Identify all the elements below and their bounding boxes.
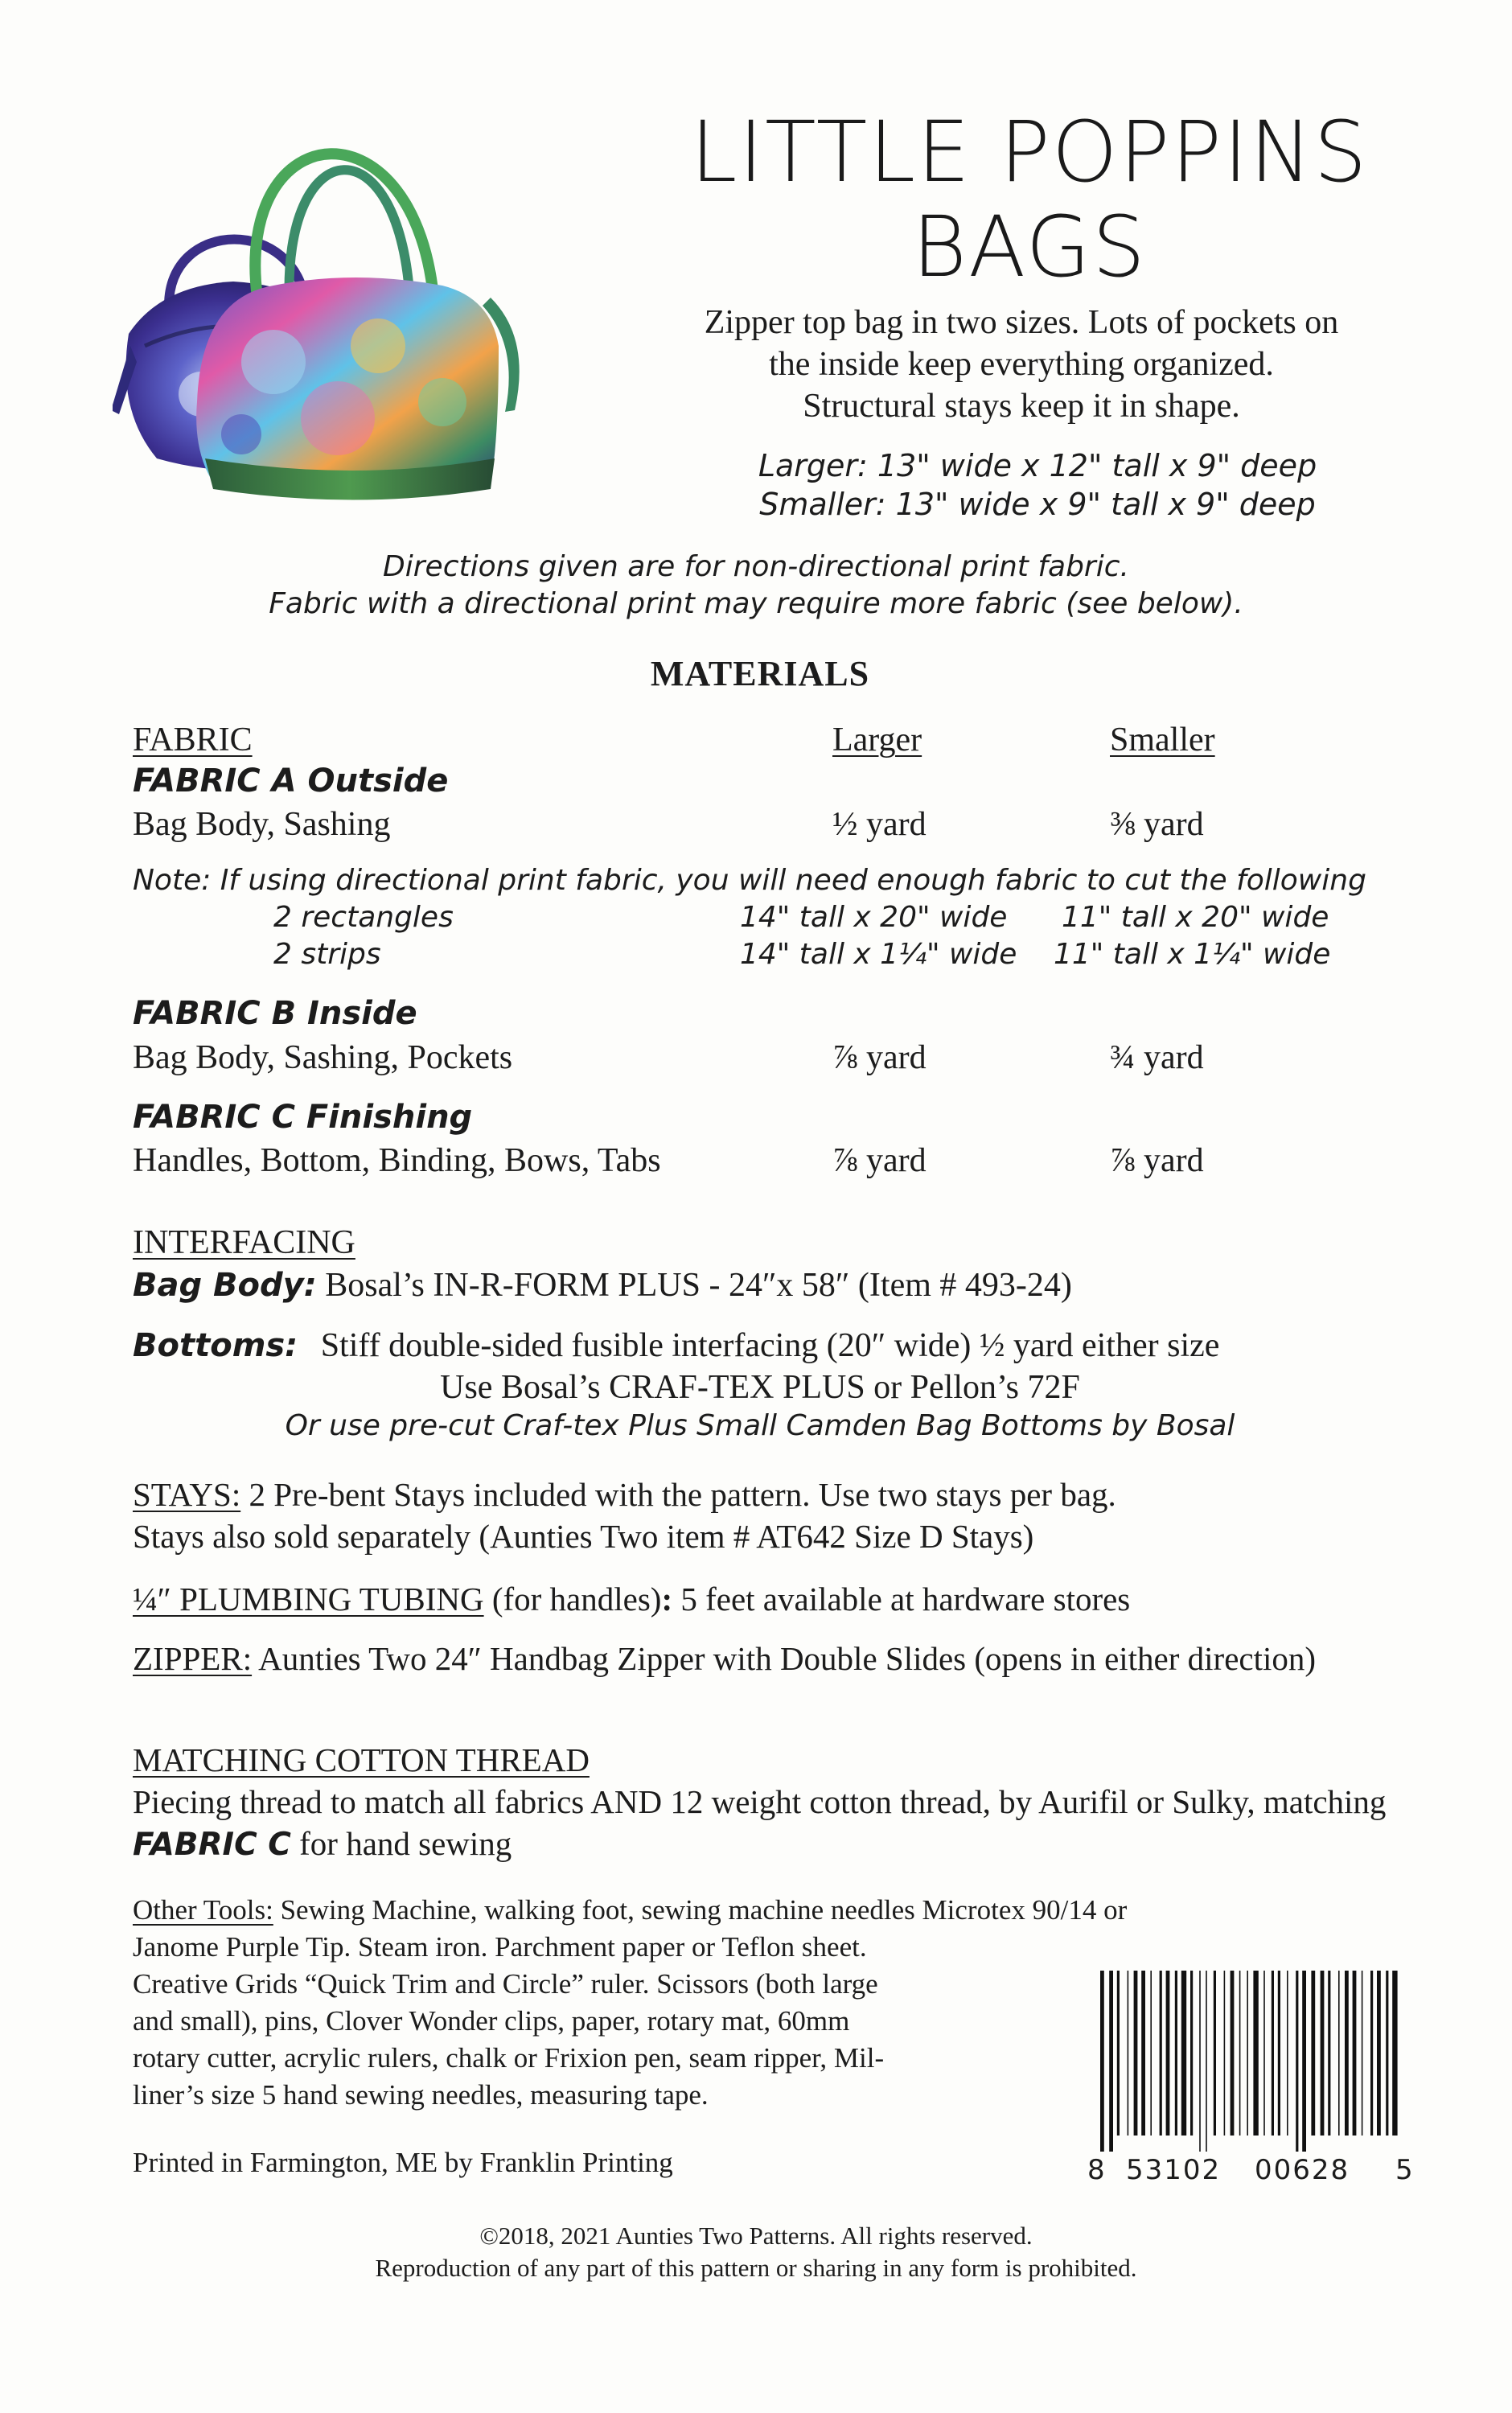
note-row-2-smaller: 11" tall x 1¼" wide [1054,938,1331,971]
barcode-bar [1263,1971,1265,2136]
barcode-bar [1134,1971,1138,2136]
barcode-bar [1362,1971,1363,2136]
bag-dimensions [708,446,1367,524]
printed-by: Printed in Farmington, ME by Franklin Printing [133,2147,673,2178]
tools-label: Other Tools: [133,1894,273,1926]
bottoms-line-3: Or use pre-cut Craf-tex Plus Small Camden Bag Bottoms by Bosal [285,1409,1235,1442]
note-row-1-larger: 14" tall x 20" wide [740,901,1008,934]
barcode-bar [1392,1971,1397,2136]
barcode-bar [1345,1971,1349,2136]
note-row-1-smaller: 11" tall x 20" wide [1062,901,1329,934]
fabric-c-title: FABRIC C Finishing [133,1099,473,1136]
barcode-bar [1117,1971,1120,2136]
directions-line-2: Fabric with a directional print may require more fabric (see below). [269,587,1243,620]
barcode-bar [1166,1971,1170,2136]
barcode-group-1: 53102 [1126,2154,1222,2186]
intro-line-1: Zipper top bag in two sizes. Lots of pockets on [704,304,1339,341]
fabric-a-larger: ½ yard [832,806,927,843]
intro-line-3: Structural stays keep it in shape. [803,388,1240,425]
fabric-heading: FABRIC [133,721,253,758]
zipper-section [133,1638,1387,1679]
tools-line-5: rotary cutter, acrylic rulers, chalk or Frixion pen, seam ripper, Mil- [133,2042,885,2074]
barcode-bar [1338,1971,1340,2136]
dimensions-smaller: Smaller: 13" wide x 9" tall x 9" deep [759,487,1316,522]
barcode-bar [1328,1971,1330,2136]
barcode-group-2: 00628 [1255,2154,1350,2186]
thread-text-after: for hand sewing [299,1825,512,1862]
barcode-bar [1224,1971,1226,2136]
tubing-section: ¼″ PLUMBING TUBING (for handles): 5 feet available at hardware stores [133,1581,1131,1618]
thread-heading: MATCHING COTTON THREAD [133,1741,590,1778]
interfacing-bottoms [133,1326,1219,1366]
fabric-b-smaller: ¾ yard [1110,1039,1204,1076]
barcode-bar [1239,1971,1241,2136]
interfacing-bag-body [133,1265,1072,1305]
barcode [1086,1971,1415,2204]
note-row-2-item: 2 strips [273,938,381,971]
note-row-1-item: 2 rectangles [273,901,454,934]
interfacing-heading: INTERFACING [133,1224,355,1261]
fabric-b-desc: Bag Body, Sashing, Pockets [133,1039,513,1076]
fabric-a-smaller: ⅜ yard [1110,806,1204,843]
tools-line-2: Janome Purple Tip. Steam iron. Parchment paper or Teflon sheet. [133,1931,867,1963]
title-line-1: LITTLE POPPINS [690,103,1369,201]
page-title [684,105,1375,294]
barcode-bar [1231,1971,1235,2136]
tubing-qualifier: (for handles) [491,1581,662,1618]
intro-text [635,302,1407,427]
barcode-bar [1206,1971,1207,2152]
directions-note [145,549,1367,623]
stays-text: 2 Pre-bent Stays included with the pattern. Use two stays per bag. [249,1476,1116,1513]
barcode-bar [1181,1971,1186,2136]
copyright-footer [145,2220,1367,2284]
barcode-bar [1160,1971,1162,2136]
bag-body-text: Bosal’s IN-R-FORM PLUS - 24″x 58″ (Item # 493-24) [325,1267,1072,1304]
tools-line-3: Creative Grids “Quick Trim and Circle” ruler. Scissors (both large [133,1968,878,2000]
bottoms-text: Stiff double-sided fusible interfacing (20″ wide) ½ yard either size [320,1327,1220,1364]
stays-line-2: Stays also sold separately (Aunties Two item # AT642 Size D Stays) [133,1518,1034,1555]
barcode-bar [1272,1971,1274,2136]
barcode-bar [1287,1971,1288,2136]
fabric-c-smaller: ⅞ yard [1110,1142,1204,1179]
tubing-text: 5 feet available at hardware stores [680,1581,1131,1618]
barcode-bar [1175,1971,1177,2136]
barcode-bar [1109,1971,1113,2152]
barcode-bar [1311,1971,1315,2136]
barcode-bar [1247,1971,1248,2136]
barcode-left-digit: 8 [1087,2154,1107,2186]
directions-line-1: Directions given are for non-directional print fabric. [383,550,1129,583]
barcode-bar [1321,1971,1325,2136]
fabric-a-desc: Bag Body, Sashing [133,806,391,843]
footer-line-2: Reproduction of any part of this pattern or sharing in any form is prohibited. [375,2254,1137,2282]
footer-line-1: ©2018, 2021 Aunties Two Patterns. All rights reserved. [479,2222,1033,2250]
bottoms-label: Bottoms: [133,1327,298,1364]
barcode-bar [1296,1971,1298,2152]
tools-line-4: and small), pins, Clover Wonder clips, paper, rotary mat, 60mm [133,2005,850,2037]
bag-body-label: Bag Body: [133,1267,317,1304]
product-photo [113,105,635,523]
stays-section [133,1474,1387,1557]
stays-label: STAYS: [133,1476,241,1513]
column-smaller: Smaller [1110,721,1215,758]
thread-text: Piecing thread to match all fabrics AND 12 weight cotton thread, by Aurifil or Sulky, matching [133,1783,1387,1820]
barcode-bar [1190,1971,1193,2136]
column-larger: Larger [832,721,922,758]
zipper-label: ZIPPER: [133,1640,253,1677]
note-row-2-larger: 14" tall x 1¼" wide [740,938,1017,971]
tubing-label: ¼″ PLUMBING TUBING [133,1581,484,1618]
fabric-a-title: FABRIC A Outside [133,763,449,800]
barcode-bar [1150,1971,1152,2136]
zipper-text: Aunties Two 24″ Handbag Zipper with Double Slides (opens in either direction) [258,1640,1317,1677]
barcode-bar [1128,1971,1129,2136]
materials-heading: MATERIALS [650,654,870,693]
title-line-2: BAGS [911,198,1148,296]
thread-section [133,1739,1387,1866]
barcode-bar [1278,1971,1280,2136]
barcode-right-digit: 5 [1395,2154,1415,2186]
tools-line-6: liner’s size 5 hand sewing needles, measuring tape. [133,2079,709,2111]
barcode-bar [1214,1971,1216,2136]
dimensions-larger: Larger: 13" wide x 12" tall x 9" deep [758,448,1317,483]
barcode-bar [1353,1971,1357,2136]
barcode-bar [1100,1971,1104,2152]
barcode-bar [1302,1971,1306,2152]
barcode-bars [1086,1971,1415,2152]
bottoms-line-2: Use Bosal’s CRAF-TEX PLUS or Pellon’s 72F [440,1369,1080,1406]
fabric-c-desc: Handles, Bottom, Binding, Bows, Tabs [133,1142,661,1179]
barcode-bar [1386,1971,1388,2136]
barcode-bar [1199,1971,1201,2152]
barcode-bar [1377,1971,1381,2136]
thread-emphasis: FABRIC C [133,1827,291,1863]
fabric-b-larger: ⅞ yard [832,1039,927,1076]
barcode-bar [1141,1971,1145,2136]
fabric-b-title: FABRIC B Inside [133,995,417,1032]
directional-note: Note: If using directional print fabric, you will need enough fabric to cut the following [133,864,1366,897]
barcode-bar [1370,1971,1373,2136]
fabric-c-larger: ⅞ yard [832,1142,927,1179]
intro-line-2: the inside keep everything organized. [769,346,1274,383]
barcode-bar [1253,1971,1258,2136]
tools-line-1: Sewing Machine, walking foot, sewing machine needles Microtex 90/14 or [280,1894,1128,1926]
